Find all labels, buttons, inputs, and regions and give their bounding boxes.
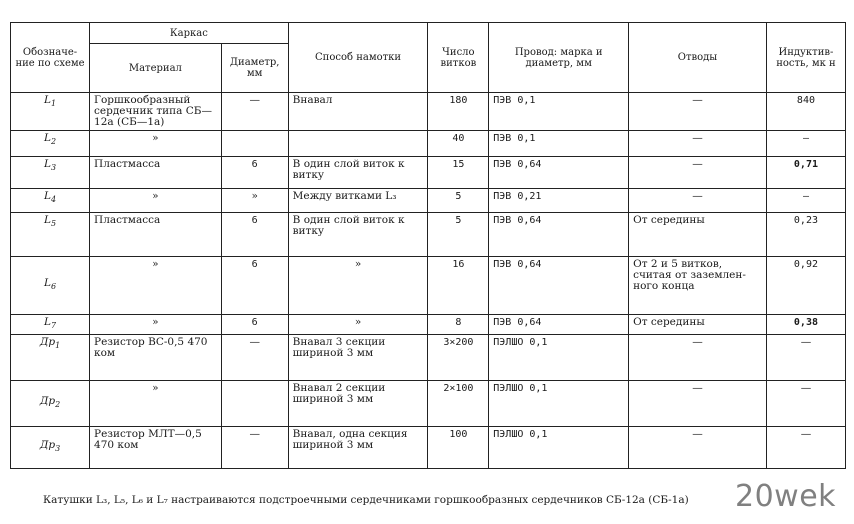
wire-cell: ПЭВ 0,1 [489, 93, 629, 131]
taps-cell: — [629, 335, 767, 381]
material-cell: » [90, 131, 222, 157]
taps-cell: — [629, 93, 767, 131]
material-cell: Пластмасса [90, 213, 222, 257]
turns-cell: 180 [428, 93, 489, 131]
material-cell: Резистор МЛТ—0,5 470 ком [90, 427, 222, 469]
table-row [11, 381, 846, 427]
turns-cell: 5 [428, 189, 489, 213]
header-row-1 [11, 23, 846, 44]
table-footnote: Катушки L₃, L₅, L₆ и L₇ настраиваются подстроечными сердечниками горшкообразных сердечников СБ-12а (СБ-1а) [43, 494, 689, 506]
designation-cell: $Др_3$ [11, 427, 90, 469]
header-taps: Отводы [629, 23, 767, 93]
turns-cell: 100 [428, 427, 489, 469]
wire-cell: ПЭЛШО 0,1 [489, 335, 629, 381]
table-row [11, 93, 846, 131]
turns-cell: 5 [428, 213, 489, 257]
wire-cell: ПЭЛШО 0,1 [489, 427, 629, 469]
material-cell: » [90, 381, 222, 427]
table-row [11, 335, 846, 381]
table-row [11, 157, 846, 189]
designation-cell: $L_5$ [11, 213, 90, 257]
designation-cell: $L_7$ [11, 315, 90, 335]
table-row [11, 257, 846, 315]
taps-cell: — [629, 381, 767, 427]
winding-cell [288, 131, 428, 157]
winding-cell: В один слой виток к витку [288, 157, 428, 189]
turns-cell: 40 [428, 131, 489, 157]
winding-cell: Внавал 3 секции шириной 3 мм [288, 335, 428, 381]
header-inductance: Индуктив-ность, мк н [766, 23, 845, 93]
winding-cell: Внавал, одна секция шириной 3 мм [288, 427, 428, 469]
taps-cell: От середины [629, 315, 767, 335]
wire-cell: ПЭВ 0,64 [489, 257, 629, 315]
diameter-cell: 6 [221, 315, 288, 335]
header-frame: Каркас [90, 23, 289, 44]
material-cell: » [90, 257, 222, 315]
material-cell: » [90, 315, 222, 335]
diameter-cell: 6 [221, 257, 288, 315]
diameter-cell [221, 381, 288, 427]
designation-cell: $L_6$ [11, 257, 90, 315]
designation-cell: $Др_1$ [11, 335, 90, 381]
turns-cell: 2×100 [428, 381, 489, 427]
material-cell: Горшкообразный сердечник типа СБ—12а (СБ—1а) [90, 93, 222, 131]
header-designation: Обозначе-ние по схеме [11, 23, 90, 93]
header-winding: Способ намотки [288, 23, 428, 93]
taps-cell: От 2 и 5 витков, считая от заземлен-ного конца [629, 257, 767, 315]
wire-cell: ПЭВ 0,64 [489, 213, 629, 257]
inductance-cell: 840 [766, 93, 845, 131]
diameter-cell [221, 131, 288, 157]
inductance-cell: — [766, 131, 845, 157]
table-row [11, 427, 846, 469]
wire-cell: ПЭВ 0,1 [489, 131, 629, 157]
taps-cell: — [629, 131, 767, 157]
diameter-cell: 6 [221, 213, 288, 257]
diameter-cell: » [221, 189, 288, 213]
material-cell: » [90, 189, 222, 213]
winding-cell: Внавал 2 секции шириной 3 мм [288, 381, 428, 427]
winding-cell: Внавал [288, 93, 428, 131]
wire-cell: ПЭВ 0,64 [489, 157, 629, 189]
diameter-cell: 6 [221, 157, 288, 189]
taps-cell: От середины [629, 213, 767, 257]
header-turns: Число витков [428, 23, 489, 93]
designation-cell: $L_4$ [11, 189, 90, 213]
table-row [11, 315, 846, 335]
designation-cell: $L_3$ [11, 157, 90, 189]
table-row [11, 131, 846, 157]
diameter-cell: — [221, 427, 288, 469]
header-diameter: Диаметр, мм [221, 44, 288, 93]
inductance-cell: 0,71 [766, 157, 845, 189]
winding-cell: » [288, 315, 428, 335]
header-material: Материал [90, 44, 222, 93]
table-row [11, 213, 846, 257]
wire-cell: ПЭВ 0,64 [489, 315, 629, 335]
designation-cell: $L_2$ [11, 131, 90, 157]
winding-cell: В один слой виток к витку [288, 213, 428, 257]
taps-cell: — [629, 427, 767, 469]
inductance-cell: 0,23 [766, 213, 845, 257]
taps-cell: — [629, 189, 767, 213]
inductance-cell: — [766, 335, 845, 381]
diameter-cell: — [221, 93, 288, 131]
designation-cell: $Др_2$ [11, 381, 90, 427]
inductance-cell: — [766, 189, 845, 213]
inductance-cell: 0,38 [766, 315, 845, 335]
inductance-cell: — [766, 381, 845, 427]
coil-table [10, 22, 846, 469]
material-cell: Резистор ВС-0,5 470 ком [90, 335, 222, 381]
taps-cell: — [629, 157, 767, 189]
turns-cell: 15 [428, 157, 489, 189]
turns-cell: 16 [428, 257, 489, 315]
winding-cell: » [288, 257, 428, 315]
watermark: 20wek [735, 479, 837, 514]
wire-cell: ПЭВ 0,21 [489, 189, 629, 213]
turns-cell: 3×200 [428, 335, 489, 381]
diameter-cell: — [221, 335, 288, 381]
table-row [11, 189, 846, 213]
inductance-cell: — [766, 427, 845, 469]
inductance-cell: 0,92 [766, 257, 845, 315]
turns-cell: 8 [428, 315, 489, 335]
wire-cell: ПЭЛШО 0,1 [489, 381, 629, 427]
header-wire: Провод: марка и диаметр, мм [489, 23, 629, 93]
winding-cell: Между витками L₃ [288, 189, 428, 213]
designation-cell: $L_1$ [11, 93, 90, 131]
material-cell: Пластмасса [90, 157, 222, 189]
